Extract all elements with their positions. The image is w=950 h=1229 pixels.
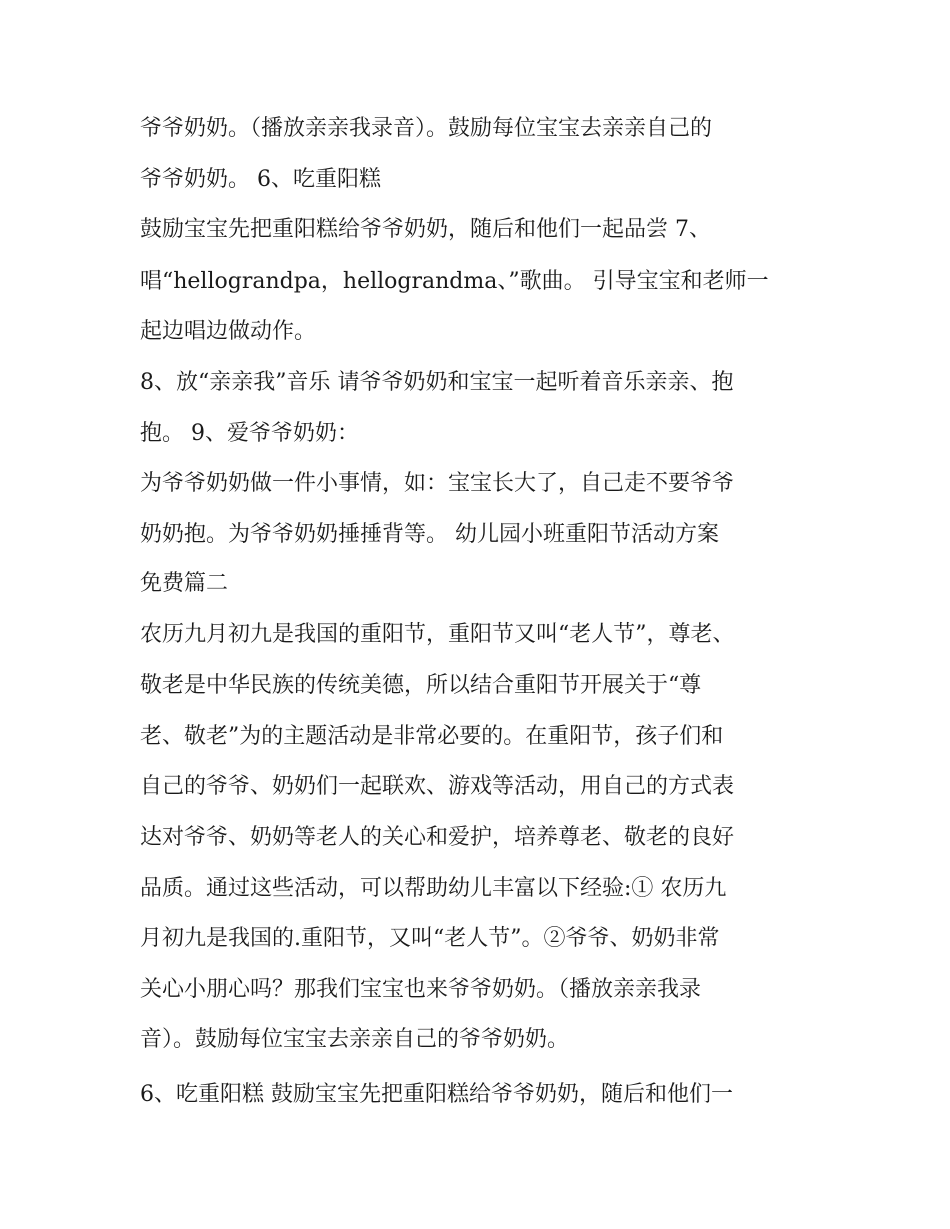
- text-line: 爷爷奶奶。（播放亲亲我录音）。鼓励每位宝宝去亲亲自己的: [140, 116, 713, 141]
- text-line: 为爷爷奶奶做一件小事情，如：宝宝长大了，自己走不要爷爷: [140, 471, 735, 496]
- text-line: 免费篇二: [140, 571, 229, 596]
- text-line: 抱。 9、爱爷爷奶奶：: [140, 421, 359, 446]
- text-line: 音）。鼓励每位宝宝去亲亲自己的爷爷奶奶。: [140, 1027, 570, 1052]
- text-line: 月初九是我国的.重阳节，又叫“老人节”。②爷爷、奶奶非常: [140, 926, 720, 951]
- text-line: 爷爷奶奶。 6、吃重阳糕: [140, 167, 381, 192]
- text-line: 品质。通过这些活动，可以帮助幼儿丰富以下经验:① 农历九: [140, 876, 727, 901]
- text-line: 8、放“亲亲我”音乐 请爷爷奶奶和宝宝一起听着音乐亲亲、抱: [140, 370, 734, 395]
- text-line: 6、吃重阳糕 鼓励宝宝先把重阳糕给爷爷奶奶，随后和他们一: [140, 1082, 733, 1107]
- text-line: 关心小朋心吗？那我们宝宝也来爷爷奶奶。（播放亲亲我录: [140, 977, 702, 1002]
- text-line: 敬老是中华民族的传统美德，所以结合重阳节开展关于“尊: [140, 673, 702, 698]
- text-line: 达对爷爷、奶奶等老人的关心和爱护，培养尊老、敬老的良好: [140, 825, 735, 850]
- text-line: 奶奶抱。为爷爷奶奶捶捶背等。 幼儿园小班重阳节活动方案: [140, 522, 719, 547]
- text-line: 农历九月初九是我国的重阳节，重阳节又叫“老人节”，尊老、: [140, 622, 735, 647]
- text-line: 起边唱边做动作。: [140, 319, 317, 344]
- text-line: 鼓励宝宝先把重阳糕给爷爷奶奶，随后和他们一起品尝 7、: [140, 217, 711, 242]
- text-line: 自己的爷爷、奶奶们一起联欢、游戏等活动，用自己的方式表: [140, 774, 735, 799]
- text-line: 唱“hellograndpa，hellograndma、”歌曲。 引导宝宝和老师一: [140, 269, 769, 294]
- text-line: 老、敬老”为的主题活动是非常必要的。在重阳节，孩子们和: [140, 724, 724, 749]
